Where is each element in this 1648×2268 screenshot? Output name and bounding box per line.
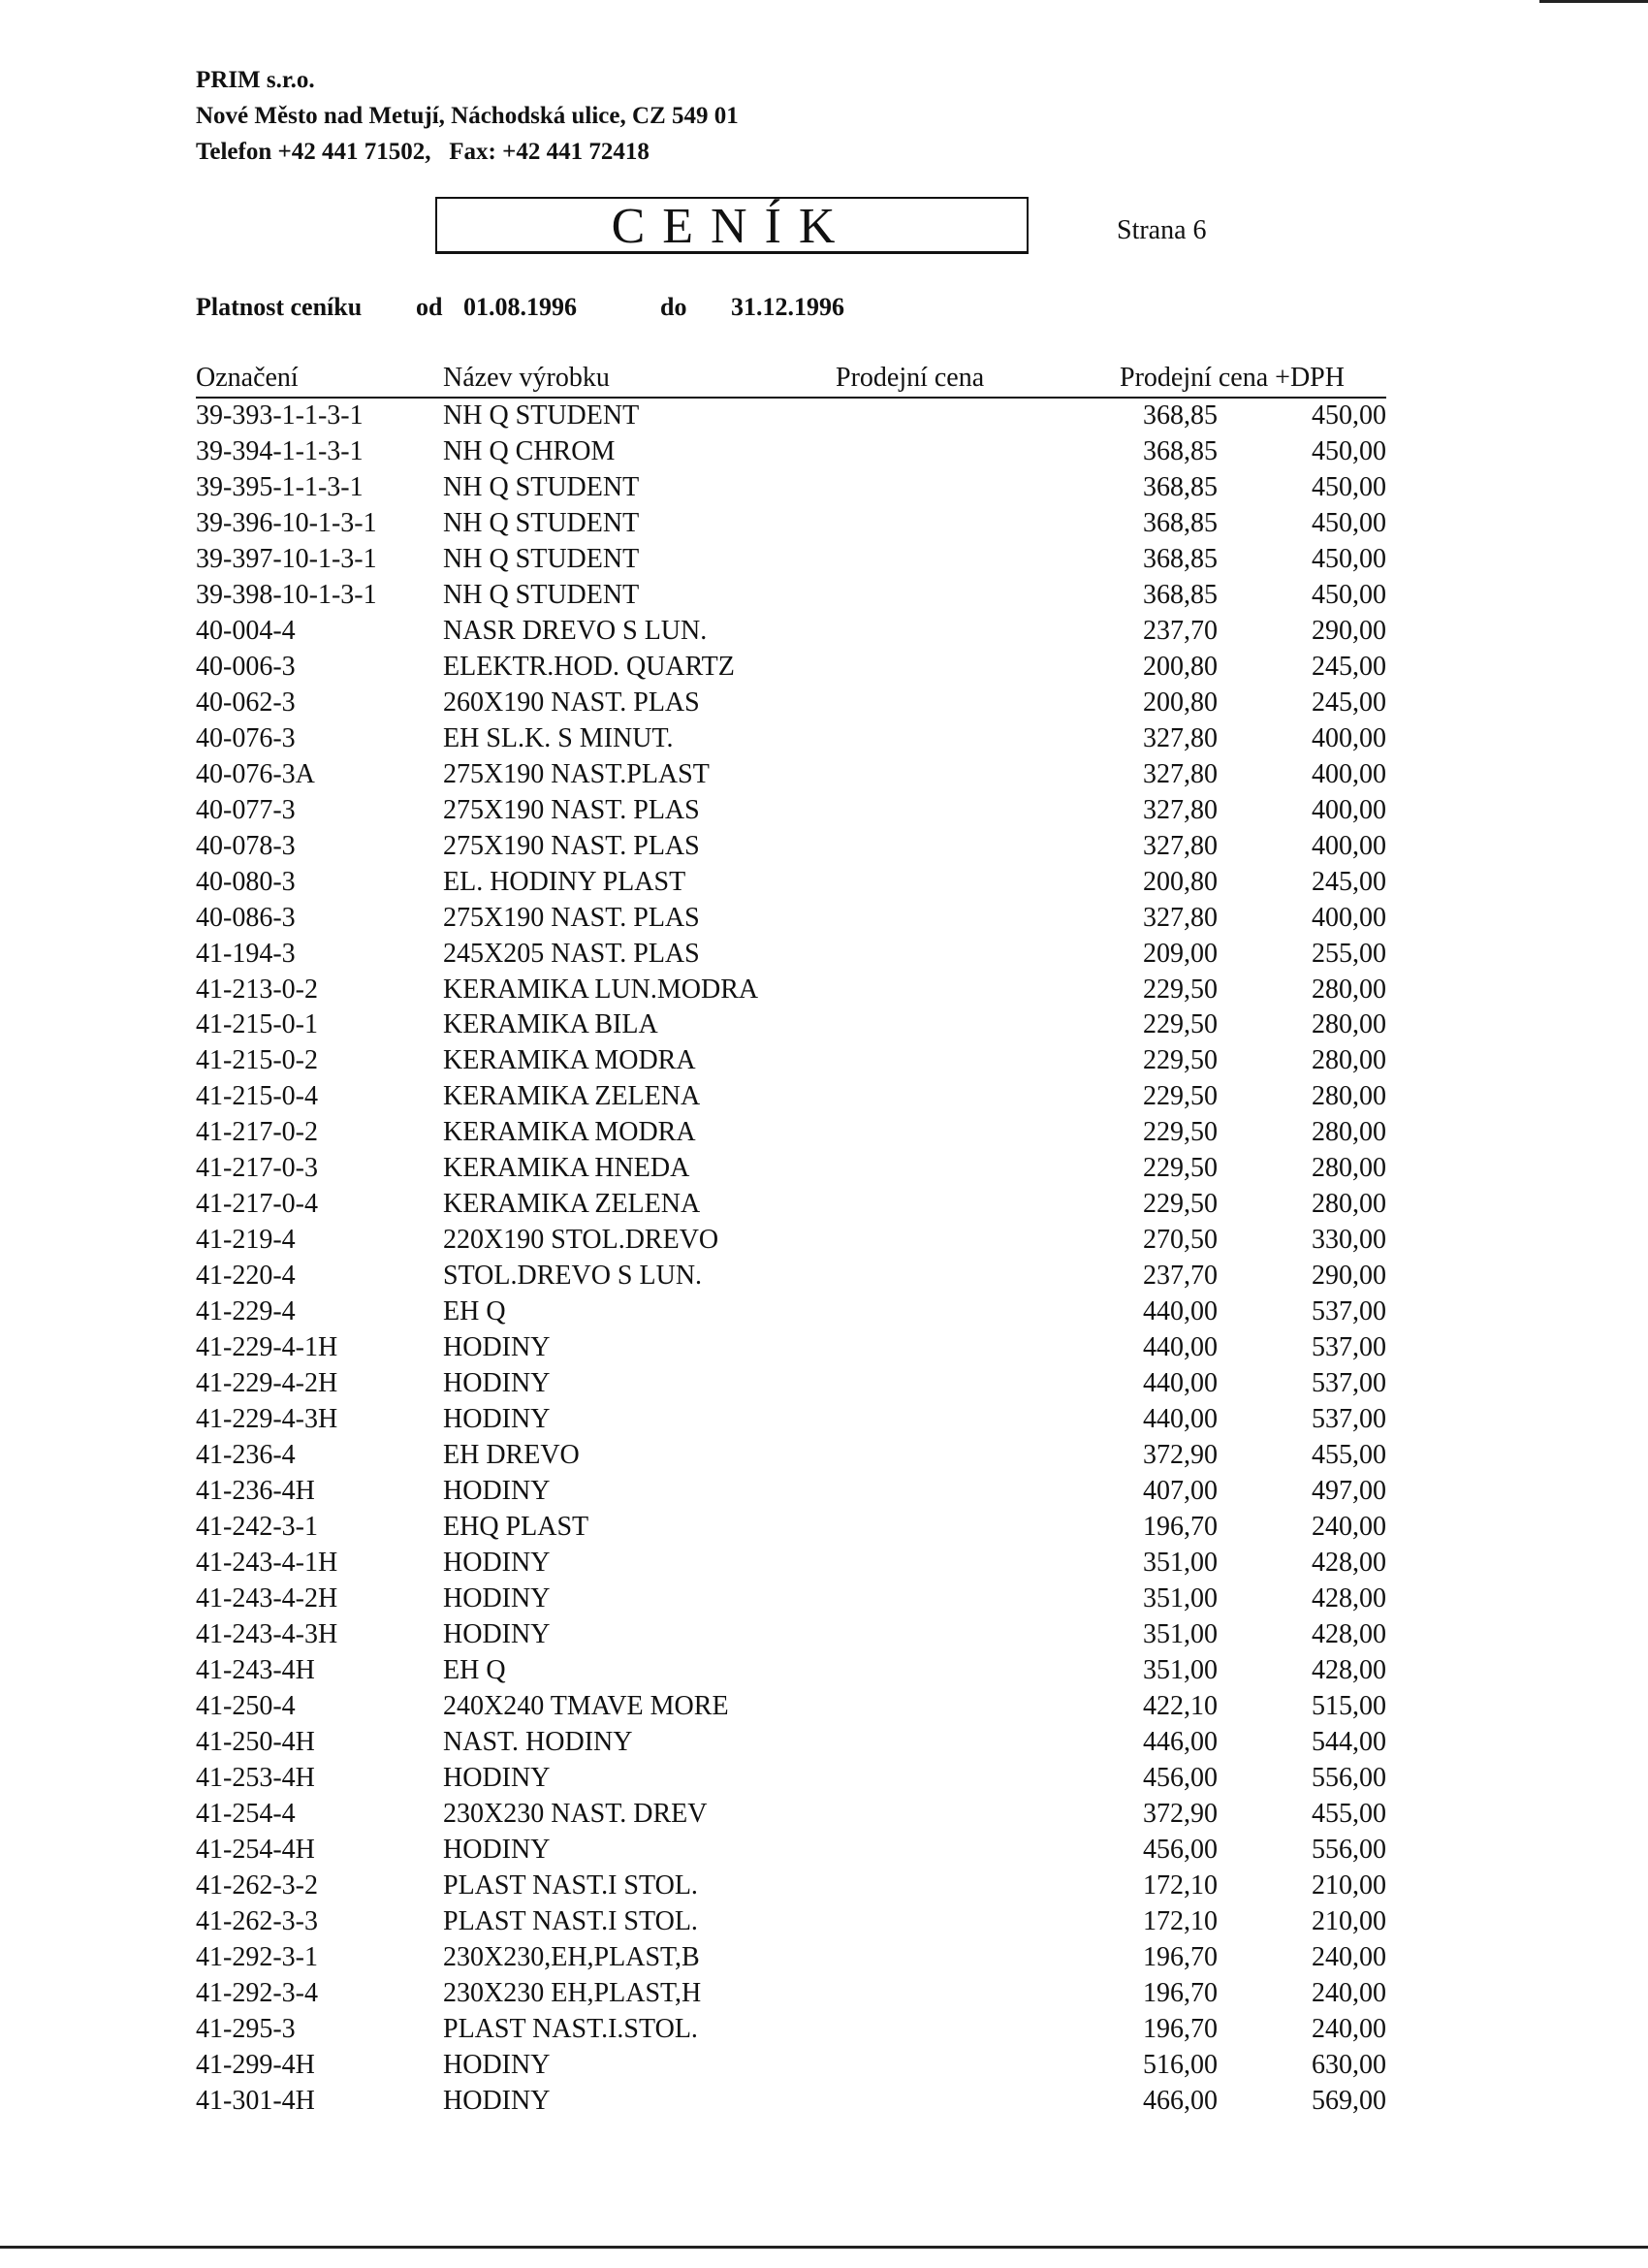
cell-product: 260X190 NAST. PLAS <box>443 687 700 718</box>
cell-code: 41-262-3-2 <box>196 1869 318 1901</box>
header-price: Prodejní cena <box>836 363 985 393</box>
cell-product: HODINY <box>443 1332 551 1363</box>
cell-price: 516,00 <box>1143 2049 1218 2080</box>
cell-code: 41-219-4 <box>196 1225 296 1256</box>
table-row <box>196 936 1386 972</box>
cell-price: 368,85 <box>1143 543 1218 574</box>
cell-product: 275X190 NAST. PLAS <box>443 794 700 825</box>
cell-code: 41-229-4-2H <box>196 1368 338 1399</box>
cell-price-vat: 400,00 <box>1312 758 1386 789</box>
cell-price-vat: 240,00 <box>1312 1977 1386 2008</box>
table-row <box>196 1868 1386 1903</box>
cell-price: 229,50 <box>1143 1081 1218 1112</box>
cell-price: 440,00 <box>1143 1296 1218 1327</box>
header-price-vat: Prodejní cena +DPH <box>1120 363 1345 393</box>
table-row <box>196 398 1386 433</box>
cell-product: HODINY <box>443 1834 551 1865</box>
table-row <box>196 1796 1386 1832</box>
cell-price-vat: 330,00 <box>1312 1225 1386 1256</box>
cell-price: 368,85 <box>1143 579 1218 610</box>
cell-price: 229,50 <box>1143 974 1218 1005</box>
cell-code: 40-080-3 <box>196 866 296 897</box>
cell-price-vat: 450,00 <box>1312 400 1386 431</box>
cell-code: 41-243-4-1H <box>196 1548 338 1578</box>
company-contact: Telefon +42 441 71502, Fax: +42 441 72418 <box>196 139 650 165</box>
table-row <box>196 1760 1386 1796</box>
cell-price: 368,85 <box>1143 471 1218 502</box>
cell-price: 327,80 <box>1143 902 1218 933</box>
cell-price-vat: 290,00 <box>1312 1261 1386 1292</box>
cell-price-vat: 450,00 <box>1312 579 1386 610</box>
cell-price: 327,80 <box>1143 830 1218 861</box>
cell-product: PLAST NAST.I STOL. <box>443 1905 698 1936</box>
cell-product: EL. HODINY PLAST <box>443 866 686 897</box>
cell-code: 41-262-3-3 <box>196 1905 318 1936</box>
cell-product: EHQ PLAST <box>443 1512 589 1543</box>
cell-product: EH DREVO <box>443 1440 580 1471</box>
cell-price: 237,70 <box>1143 615 1218 646</box>
cell-price: 229,50 <box>1143 1189 1218 1220</box>
table-row <box>196 1042 1386 1078</box>
cell-product: NAST. HODINY <box>443 1726 633 1757</box>
cell-code: 39-397-10-1-3-1 <box>196 543 377 574</box>
table-row <box>196 1581 1386 1616</box>
cell-price-vat: 280,00 <box>1312 1045 1386 1076</box>
cell-code: 41-243-4-2H <box>196 1582 338 1613</box>
cell-product: KERAMIKA BILA <box>443 1009 658 1040</box>
company-name: PRIM s.r.o. <box>196 67 315 93</box>
cell-price: 209,00 <box>1143 938 1218 969</box>
cell-product: HODINY <box>443 1476 551 1507</box>
cell-price: 440,00 <box>1143 1332 1218 1363</box>
cell-product: PLAST NAST.I STOL. <box>443 1869 698 1901</box>
cell-price: 196,70 <box>1143 1941 1218 1972</box>
table-row <box>196 1939 1386 1975</box>
cell-code: 41-213-0-2 <box>196 974 318 1005</box>
cell-product: KERAMIKA LUN.MODRA <box>443 974 759 1005</box>
cell-product: KERAMIKA ZELENA <box>443 1081 701 1112</box>
cell-product: NASR DREVO S LUN. <box>443 615 708 646</box>
cell-price: 270,50 <box>1143 1225 1218 1256</box>
cell-code: 40-006-3 <box>196 651 296 682</box>
cell-price-vat: 210,00 <box>1312 1905 1386 1936</box>
validity-from-date: 01.08.1996 <box>463 293 577 321</box>
cell-price: 327,80 <box>1143 722 1218 753</box>
cell-product: 275X190 NAST.PLAST <box>443 758 710 789</box>
cell-price-vat: 556,00 <box>1312 1834 1386 1865</box>
cell-product: PLAST NAST.I.STOL. <box>443 2013 698 2044</box>
cell-code: 39-394-1-1-3-1 <box>196 435 364 466</box>
cell-price: 446,00 <box>1143 1726 1218 1757</box>
table-body <box>196 398 1386 2119</box>
table-row <box>196 1975 1386 2011</box>
table-row <box>196 1903 1386 1939</box>
cell-product: NH Q STUDENT <box>443 507 640 538</box>
table-row <box>196 1509 1386 1545</box>
cell-price: 200,80 <box>1143 687 1218 718</box>
cell-price-vat: 240,00 <box>1312 1941 1386 1972</box>
cell-product: HODINY <box>443 1618 551 1649</box>
table-row <box>196 1150 1386 1186</box>
table-row <box>196 1473 1386 1509</box>
cell-product: EH Q <box>443 1296 506 1327</box>
cell-code: 41-217-0-3 <box>196 1153 318 1184</box>
cell-code: 41-229-4-3H <box>196 1404 338 1435</box>
cell-price-vat: 556,00 <box>1312 1762 1386 1793</box>
cell-code: 41-243-4H <box>196 1654 315 1685</box>
cell-price-vat: 400,00 <box>1312 722 1386 753</box>
cell-code: 41-229-4 <box>196 1296 296 1327</box>
cell-product: 230X230 EH,PLAST,H <box>443 1977 702 2008</box>
table-row <box>196 972 1386 1007</box>
cell-price-vat: 428,00 <box>1312 1654 1386 1685</box>
cell-price-vat: 515,00 <box>1312 1690 1386 1721</box>
cell-product: EH SL.K. S MINUT. <box>443 722 674 753</box>
page-number: Strana 6 <box>1117 215 1207 245</box>
cell-price: 196,70 <box>1143 1977 1218 2008</box>
company-address: Nové Město nad Metují, Náchodská ulice, CZ 549 01 <box>196 103 739 129</box>
cell-product: ELEKTR.HOD. QUARTZ <box>443 651 735 682</box>
cell-price: 351,00 <box>1143 1654 1218 1685</box>
cell-code: 41-217-0-2 <box>196 1117 318 1148</box>
cell-price: 172,10 <box>1143 1905 1218 1936</box>
table-row <box>196 433 1386 469</box>
cell-product: STOL.DREVO S LUN. <box>443 1261 703 1292</box>
cell-price-vat: 455,00 <box>1312 1798 1386 1829</box>
table-row <box>196 900 1386 936</box>
cell-price: 368,85 <box>1143 400 1218 431</box>
company-header <box>196 62 739 170</box>
cell-price-vat: 537,00 <box>1312 1332 1386 1363</box>
table-row <box>196 1186 1386 1222</box>
cell-product: HODINY <box>443 1548 551 1578</box>
cell-code: 39-396-10-1-3-1 <box>196 507 377 538</box>
table-row <box>196 1006 1386 1042</box>
cell-price-vat: 240,00 <box>1312 2013 1386 2044</box>
table-row <box>196 1114 1386 1150</box>
cell-price: 327,80 <box>1143 794 1218 825</box>
cell-price-vat: 280,00 <box>1312 1081 1386 1112</box>
cell-code: 41-292-3-4 <box>196 1977 318 2008</box>
table-row <box>196 792 1386 828</box>
table-row <box>196 649 1386 685</box>
table-row <box>196 469 1386 505</box>
cell-price-vat: 210,00 <box>1312 1869 1386 1901</box>
cell-price-vat: 400,00 <box>1312 794 1386 825</box>
cell-code: 39-398-10-1-3-1 <box>196 579 377 610</box>
cell-product: HODINY <box>443 1582 551 1613</box>
cell-code: 41-215-0-1 <box>196 1009 318 1040</box>
table-row <box>196 1365 1386 1401</box>
cell-price: 229,50 <box>1143 1153 1218 1184</box>
table-row <box>196 1222 1386 1258</box>
document-title: CENÍK <box>435 197 1029 254</box>
cell-price-vat: 245,00 <box>1312 687 1386 718</box>
cell-price: 368,85 <box>1143 507 1218 538</box>
table-row <box>196 1652 1386 1688</box>
table-row <box>196 1437 1386 1473</box>
cell-code: 40-076-3 <box>196 722 296 753</box>
table-row <box>196 1329 1386 1365</box>
cell-code: 41-236-4 <box>196 1440 296 1471</box>
cell-product: KERAMIKA MODRA <box>443 1117 696 1148</box>
header-product: Název výrobku <box>443 363 610 393</box>
cell-product: HODINY <box>443 2085 551 2116</box>
table-row <box>196 2083 1386 2119</box>
cell-product: NH Q STUDENT <box>443 400 640 431</box>
cell-price: 440,00 <box>1143 1368 1218 1399</box>
cell-price-vat: 245,00 <box>1312 866 1386 897</box>
validity-to-label: do <box>660 293 687 321</box>
cell-price-vat: 428,00 <box>1312 1618 1386 1649</box>
validity-from-label: od <box>416 293 443 321</box>
cell-price-vat: 630,00 <box>1312 2049 1386 2080</box>
cell-price-vat: 240,00 <box>1312 1512 1386 1543</box>
cell-code: 41-215-0-2 <box>196 1045 318 1076</box>
cell-code: 40-076-3A <box>196 758 315 789</box>
cell-product: HODINY <box>443 1404 551 1435</box>
cell-price: 372,90 <box>1143 1798 1218 1829</box>
cell-price: 237,70 <box>1143 1261 1218 1292</box>
price-table <box>196 363 1386 2119</box>
cell-price-vat: 280,00 <box>1312 1117 1386 1148</box>
cell-price-vat: 280,00 <box>1312 1009 1386 1040</box>
cell-product: NH Q STUDENT <box>443 471 640 502</box>
cell-price-vat: 400,00 <box>1312 902 1386 933</box>
table-row <box>196 505 1386 541</box>
cell-price-vat: 280,00 <box>1312 974 1386 1005</box>
table-row <box>196 577 1386 613</box>
cell-product: KERAMIKA ZELENA <box>443 1189 701 1220</box>
cell-code: 41-236-4H <box>196 1476 315 1507</box>
cell-code: 41-254-4 <box>196 1798 296 1829</box>
cell-price-vat: 400,00 <box>1312 830 1386 861</box>
table-row <box>196 828 1386 864</box>
table-row <box>196 1688 1386 1724</box>
cell-code: 41-220-4 <box>196 1261 296 1292</box>
cell-price-vat: 255,00 <box>1312 938 1386 969</box>
cell-price: 327,80 <box>1143 758 1218 789</box>
table-row <box>196 685 1386 720</box>
cell-price-vat: 450,00 <box>1312 507 1386 538</box>
cell-price-vat: 497,00 <box>1312 1476 1386 1507</box>
cell-code: 40-086-3 <box>196 902 296 933</box>
table-row <box>196 864 1386 900</box>
cell-price-vat: 569,00 <box>1312 2085 1386 2116</box>
cell-code: 41-250-4H <box>196 1726 315 1757</box>
cell-price-vat: 290,00 <box>1312 615 1386 646</box>
cell-product: 230X230 NAST. DREV <box>443 1798 708 1829</box>
cell-price: 351,00 <box>1143 1548 1218 1578</box>
cell-code: 41-229-4-1H <box>196 1332 338 1363</box>
table-row <box>196 541 1386 577</box>
cell-price-vat: 455,00 <box>1312 1440 1386 1471</box>
cell-price: 196,70 <box>1143 2013 1218 2044</box>
table-row <box>196 2011 1386 2047</box>
cell-price-vat: 537,00 <box>1312 1368 1386 1399</box>
cell-code: 41-243-4-3H <box>196 1618 338 1649</box>
cell-price-vat: 450,00 <box>1312 435 1386 466</box>
cell-price-vat: 428,00 <box>1312 1582 1386 1613</box>
cell-price-vat: 280,00 <box>1312 1189 1386 1220</box>
cell-product: KERAMIKA HNEDA <box>443 1153 690 1184</box>
cell-code: 40-078-3 <box>196 830 296 861</box>
cell-product: 275X190 NAST. PLAS <box>443 902 700 933</box>
validity-to-date: 31.12.1996 <box>731 293 844 321</box>
scan-edge-line <box>0 2246 1648 2249</box>
cell-price-vat: 245,00 <box>1312 651 1386 682</box>
cell-price-vat: 537,00 <box>1312 1404 1386 1435</box>
cell-price: 229,50 <box>1143 1009 1218 1040</box>
table-row <box>196 1294 1386 1329</box>
cell-product: NH Q STUDENT <box>443 579 640 610</box>
cell-code: 41-250-4 <box>196 1690 296 1721</box>
cell-code: 40-004-4 <box>196 615 296 646</box>
cell-price: 372,90 <box>1143 1440 1218 1471</box>
cell-code: 41-215-0-4 <box>196 1081 318 1112</box>
cell-product: 275X190 NAST. PLAS <box>443 830 700 861</box>
cell-code: 41-295-3 <box>196 2013 296 2044</box>
cell-code: 39-393-1-1-3-1 <box>196 400 364 431</box>
cell-product: KERAMIKA MODRA <box>443 1045 696 1076</box>
cell-product: HODINY <box>443 1368 551 1399</box>
cell-price: 407,00 <box>1143 1476 1218 1507</box>
cell-product: EH Q <box>443 1654 506 1685</box>
cell-price: 196,70 <box>1143 1512 1218 1543</box>
table-header <box>196 363 1386 398</box>
cell-code: 40-077-3 <box>196 794 296 825</box>
cell-price-vat: 428,00 <box>1312 1548 1386 1578</box>
cell-price-vat: 450,00 <box>1312 471 1386 502</box>
cell-price: 229,50 <box>1143 1117 1218 1148</box>
header-code: Označení <box>196 363 299 393</box>
cell-product: HODINY <box>443 2049 551 2080</box>
cell-price-vat: 450,00 <box>1312 543 1386 574</box>
cell-code: 41-217-0-4 <box>196 1189 318 1220</box>
cell-product: NH Q CHROM <box>443 435 616 466</box>
table-row <box>196 1832 1386 1868</box>
cell-price: 456,00 <box>1143 1834 1218 1865</box>
cell-price: 440,00 <box>1143 1404 1218 1435</box>
cell-code: 41-242-3-1 <box>196 1512 318 1543</box>
cell-product: 220X190 STOL.DREVO <box>443 1225 719 1256</box>
cell-price: 200,80 <box>1143 866 1218 897</box>
table-row <box>196 1724 1386 1760</box>
scan-corner-line <box>1539 0 1648 3</box>
table-row <box>196 1401 1386 1437</box>
cell-price: 422,10 <box>1143 1690 1218 1721</box>
cell-price: 351,00 <box>1143 1582 1218 1613</box>
table-row <box>196 1545 1386 1581</box>
table-row <box>196 1258 1386 1294</box>
cell-code: 41-292-3-1 <box>196 1941 318 1972</box>
cell-price: 172,10 <box>1143 1869 1218 1901</box>
cell-product: 230X230,EH,PLAST,B <box>443 1941 700 1972</box>
cell-code: 41-194-3 <box>196 938 296 969</box>
cell-code: 41-253-4H <box>196 1762 315 1793</box>
cell-product: HODINY <box>443 1762 551 1793</box>
cell-price: 200,80 <box>1143 651 1218 682</box>
cell-code: 40-062-3 <box>196 687 296 718</box>
cell-price: 456,00 <box>1143 1762 1218 1793</box>
cell-price: 368,85 <box>1143 435 1218 466</box>
table-row <box>196 756 1386 792</box>
cell-code: 41-299-4H <box>196 2049 315 2080</box>
table-row <box>196 720 1386 756</box>
cell-price-vat: 544,00 <box>1312 1726 1386 1757</box>
cell-price-vat: 537,00 <box>1312 1296 1386 1327</box>
validity-label: Platnost ceníku <box>196 293 363 321</box>
cell-price: 466,00 <box>1143 2085 1218 2116</box>
cell-code: 39-395-1-1-3-1 <box>196 471 364 502</box>
table-row <box>196 1078 1386 1114</box>
table-row <box>196 613 1386 649</box>
cell-price-vat: 280,00 <box>1312 1153 1386 1184</box>
cell-product: NH Q STUDENT <box>443 543 640 574</box>
cell-price: 351,00 <box>1143 1618 1218 1649</box>
cell-product: 240X240 TMAVE MORE <box>443 1690 729 1721</box>
cell-code: 41-254-4H <box>196 1834 315 1865</box>
table-row <box>196 1616 1386 1652</box>
cell-price: 229,50 <box>1143 1045 1218 1076</box>
cell-code: 41-301-4H <box>196 2085 315 2116</box>
table-row <box>196 2047 1386 2083</box>
cell-product: 245X205 NAST. PLAS <box>443 938 700 969</box>
